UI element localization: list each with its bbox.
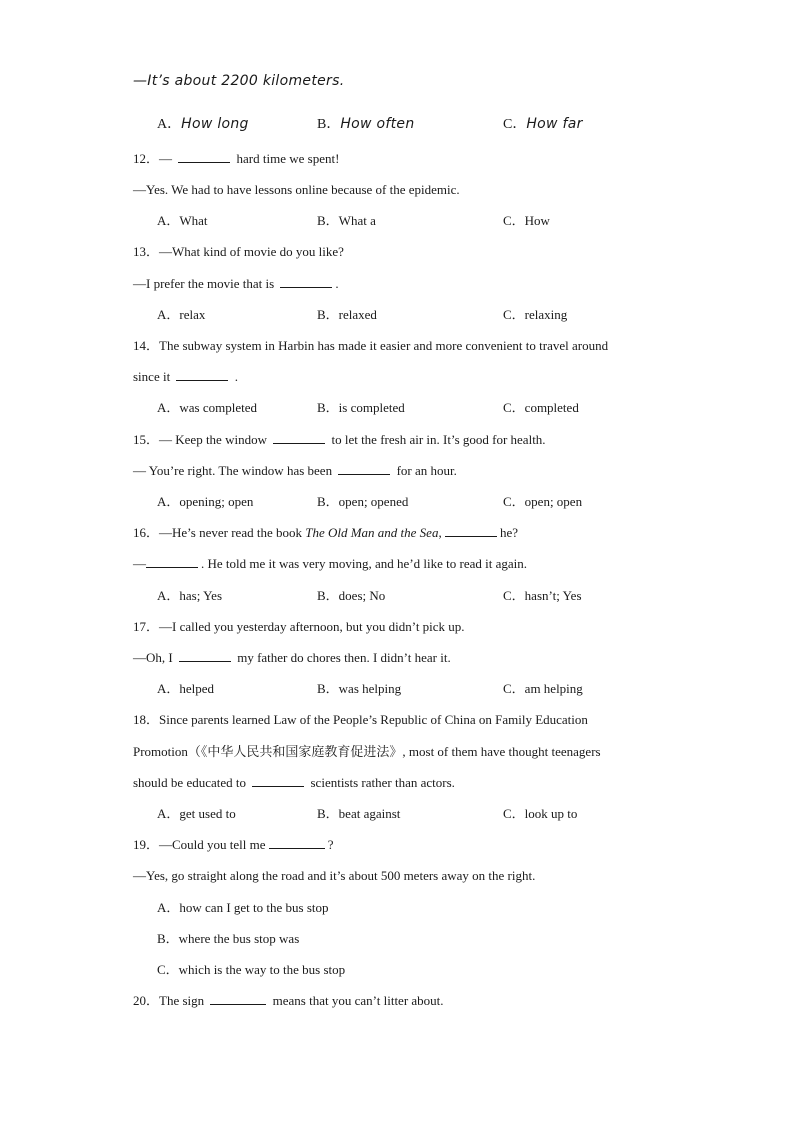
q17-option-c[interactable]: C．am helping xyxy=(503,681,583,696)
q11-option-b[interactable]: B．How often xyxy=(317,116,415,132)
q18-option-c[interactable]: C．look up to xyxy=(503,806,578,821)
q16-option-a[interactable]: A．has; Yes xyxy=(157,588,223,603)
q13-option-a[interactable]: A．relax xyxy=(157,307,206,322)
book-title: The Old Man and the Sea xyxy=(305,525,439,540)
q15-option-a[interactable]: A．opening; open xyxy=(157,494,254,509)
answer-blank xyxy=(273,432,325,444)
q16-line2: — . He told me it was very moving, and he’d like to read it again. xyxy=(133,556,527,571)
q20-stem: 20．The sign means that you can’t litter about. xyxy=(133,993,444,1008)
q12-option-a[interactable]: A．What xyxy=(157,213,208,228)
q13-option-c[interactable]: C．relaxing xyxy=(503,307,568,322)
q16-option-b[interactable]: B．does; No xyxy=(317,588,386,603)
q19-stem: 19．—Could you tell me ? xyxy=(133,837,334,852)
q17-option-b[interactable]: B．was helping xyxy=(317,681,402,696)
answer-blank xyxy=(269,837,325,849)
q17-line2: —Oh, I my father do chores then. I didn’t hear it. xyxy=(133,650,451,665)
answer-blank xyxy=(179,650,231,662)
q19-option-a[interactable]: A．how can I get to the bus stop xyxy=(157,900,329,915)
answer-blank xyxy=(252,775,304,787)
q14-option-a[interactable]: A．was completed xyxy=(157,400,258,415)
q12-option-c[interactable]: C．How xyxy=(503,213,550,228)
q11-option-a[interactable]: A．How long xyxy=(157,116,249,132)
q17-option-a[interactable]: A．helped xyxy=(157,681,215,696)
answer-blank xyxy=(210,993,266,1005)
q19-option-c[interactable]: C．which is the way to the bus stop xyxy=(157,962,346,977)
q13-line2: —I prefer the movie that is . xyxy=(133,276,339,291)
q13-stem: 13．—What kind of movie do you like? xyxy=(133,244,344,259)
q18-line3: should be educated to scientists rather than actors. xyxy=(133,775,455,790)
q14-option-c[interactable]: C．completed xyxy=(503,400,579,415)
answer-blank xyxy=(338,463,390,475)
answer-blank xyxy=(178,151,230,163)
q18-line2: Promotion（《中华人民共和国家庭教育促进法》, most of them have thought teenagers xyxy=(133,744,601,759)
q19-option-b[interactable]: B．where the bus stop was xyxy=(157,931,300,946)
answer-blank xyxy=(445,525,497,537)
q18-option-b[interactable]: B．beat against xyxy=(317,806,401,821)
answer-blank xyxy=(280,276,332,288)
q15-option-b[interactable]: B．open; opened xyxy=(317,494,409,509)
q16-option-c[interactable]: C．hasn’t; Yes xyxy=(503,588,582,603)
q15-option-c[interactable]: C．open; open xyxy=(503,494,583,509)
q17-stem: 17．—I called you yesterday afternoon, but you didn’t pick up. xyxy=(133,619,465,634)
q11-option-c[interactable]: C．How far xyxy=(503,116,583,132)
q18-option-a[interactable]: A．get used to xyxy=(157,806,236,821)
q12-line2: —Yes. We had to have lessons online because of the epidemic. xyxy=(133,182,460,197)
q12-option-b[interactable]: B．What a xyxy=(317,213,376,228)
q13-option-b[interactable]: B．relaxed xyxy=(317,307,377,322)
q16-stem: 16．—He’s never read the book The Old Man and the Sea, he? xyxy=(133,525,518,540)
q14-line2: since it . xyxy=(133,369,238,384)
q14-stem: 14．The subway system in Harbin has made it easier and more convenient to travel around xyxy=(133,338,609,353)
q14-option-b[interactable]: B．is completed xyxy=(317,400,405,415)
q18-stem: 18．Since parents learned Law of the People’s Republic of China on Family Education xyxy=(133,712,588,727)
q12-stem: 12．— hard time we spent! xyxy=(133,151,340,166)
q15-stem: 15．— Keep the window to let the fresh air in. It’s good for health. xyxy=(133,432,546,447)
answer-blank xyxy=(146,556,198,568)
q19-line2: —Yes, go straight along the road and it’s about 500 meters away on the right. xyxy=(133,868,536,883)
q11-answer-line xyxy=(133,73,344,89)
q11-answer-text: —It’s about 2200 kilometers. xyxy=(133,73,345,89)
q15-line2: — You’re right. The window has been for an hour. xyxy=(133,463,457,478)
answer-blank xyxy=(176,369,228,381)
